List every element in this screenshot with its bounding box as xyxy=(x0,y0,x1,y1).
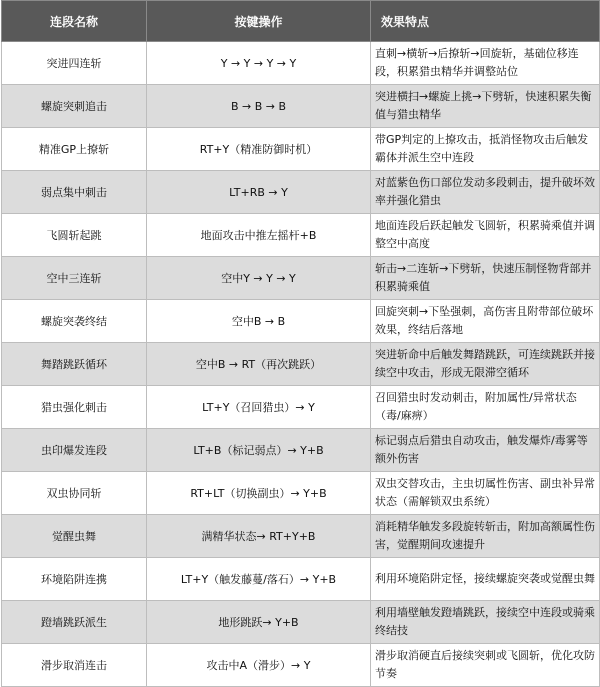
key-operation-cell: LT+Y（召回猎虫）→ Y xyxy=(147,386,371,429)
table-row xyxy=(2,42,600,85)
effect-cell: 利用墙壁触发蹬墙跳跃，接续空中连段或骑乘终结技 xyxy=(371,601,600,644)
effect-cell: 回旋突刺→下坠强刺，高伤害且附带部位破坏效果，终结后落地 xyxy=(371,300,600,343)
combo-name-cell: 飞圆斩起跳 xyxy=(2,214,147,257)
key-operation-cell: 攻击中A（滑步）→ Y xyxy=(147,644,371,687)
combo-name-cell: 空中三连斩 xyxy=(2,257,147,300)
effect-cell: 滑步取消硬直后接续突刺或飞圆斩，优化攻防节奏 xyxy=(371,644,600,687)
table-row xyxy=(2,644,600,687)
combo-name-cell: 突进四连斩 xyxy=(2,42,147,85)
combo-name-cell: 舞踏跳跃循环 xyxy=(2,343,147,386)
combo-name-cell: 弱点集中刺击 xyxy=(2,171,147,214)
effect-cell: 利用环境陷阱定怪，接续螺旋突袭或觉醒虫舞 xyxy=(371,558,600,601)
effect-cell: 标记弱点后猎虫自动攻击，触发爆炸/毒雾等额外伤害 xyxy=(371,429,600,472)
key-operation-cell: 空中B → B xyxy=(147,300,371,343)
table-row xyxy=(2,472,600,515)
header-effect: 效果特点 xyxy=(371,1,600,42)
key-operation-cell: 空中Y → Y → Y xyxy=(147,257,371,300)
table-row xyxy=(2,214,600,257)
key-operation-cell: LT+Y（触发藤蔓/落石）→ Y+B xyxy=(147,558,371,601)
combo-name-cell: 滑步取消连击 xyxy=(2,644,147,687)
header-key-operation: 按键操作 xyxy=(147,1,371,42)
key-operation-cell: RT+LT（切换副虫）→ Y+B xyxy=(147,472,371,515)
effect-cell: 消耗精华触发多段旋转斩击，附加高额属性伤害，觉醒期间攻速提升 xyxy=(371,515,600,558)
combo-name-cell: 觉醒虫舞 xyxy=(2,515,147,558)
combo-name-cell: 螺旋突刺追击 xyxy=(2,85,147,128)
effect-cell: 突进斩命中后触发舞踏跳跃，可连续跳跃并接续空中攻击，形成无限滞空循环 xyxy=(371,343,600,386)
key-operation-cell: 满精华状态→ RT+Y+B xyxy=(147,515,371,558)
table-row xyxy=(2,171,600,214)
key-operation-cell: LT+RB → Y xyxy=(147,171,371,214)
effect-cell: 地面连段后跃起触发飞圆斩，积累骑乘值并调整空中高度 xyxy=(371,214,600,257)
combo-name-cell: 虫印爆发连段 xyxy=(2,429,147,472)
table-row xyxy=(2,128,600,171)
combo-name-cell: 双虫协同斩 xyxy=(2,472,147,515)
combo-name-cell: 螺旋突袭终结 xyxy=(2,300,147,343)
table-row xyxy=(2,429,600,472)
effect-cell: 双虫交替攻击，主虫切属性伤害、副虫补异常状态（需解锁双虫系统） xyxy=(371,472,600,515)
effect-cell: 带GP判定的上撩攻击，抵消怪物攻击后触发霸体并派生空中连段 xyxy=(371,128,600,171)
combo-name-cell: 精准GP上撩斩 xyxy=(2,128,147,171)
table-row xyxy=(2,300,600,343)
table-row xyxy=(2,515,600,558)
key-operation-cell: B → B → B xyxy=(147,85,371,128)
table-row xyxy=(2,343,600,386)
effect-cell: 对蓝紫色伤口部位发动多段刺击，提升破坏效率并强化猎虫 xyxy=(371,171,600,214)
key-operation-cell: LT+B（标记弱点）→ Y+B xyxy=(147,429,371,472)
key-operation-cell: RT+Y（精准防御时机） xyxy=(147,128,371,171)
table-row xyxy=(2,601,600,644)
combo-name-cell: 猎虫强化刺击 xyxy=(2,386,147,429)
effect-cell: 召回猎虫时发动刺击，附加属性/异常状态（毒/麻痹） xyxy=(371,386,600,429)
table-header-row xyxy=(2,1,600,42)
key-operation-cell: 空中B → RT（再次跳跃） xyxy=(147,343,371,386)
combo-table xyxy=(1,0,600,687)
effect-cell: 直刺→横斩→后撩斩→回旋斩，基础位移连段，积累猎虫精华并调整站位 xyxy=(371,42,600,85)
effect-cell: 斩击→二连斩→下劈斩，快速压制怪物背部并积累骑乘值 xyxy=(371,257,600,300)
table-row xyxy=(2,558,600,601)
combo-name-cell: 蹬墙跳跃派生 xyxy=(2,601,147,644)
effect-cell: 突进横扫→螺旋上挑→下劈斩，快速积累失衡值与猎虫精华 xyxy=(371,85,600,128)
table-row xyxy=(2,386,600,429)
header-combo-name: 连段名称 xyxy=(2,1,147,42)
key-operation-cell: Y → Y → Y → Y xyxy=(147,42,371,85)
table-row xyxy=(2,257,600,300)
key-operation-cell: 地形跳跃→ Y+B xyxy=(147,601,371,644)
table-row xyxy=(2,85,600,128)
key-operation-cell: 地面攻击中推左摇杆+B xyxy=(147,214,371,257)
combo-name-cell: 环境陷阱连携 xyxy=(2,558,147,601)
